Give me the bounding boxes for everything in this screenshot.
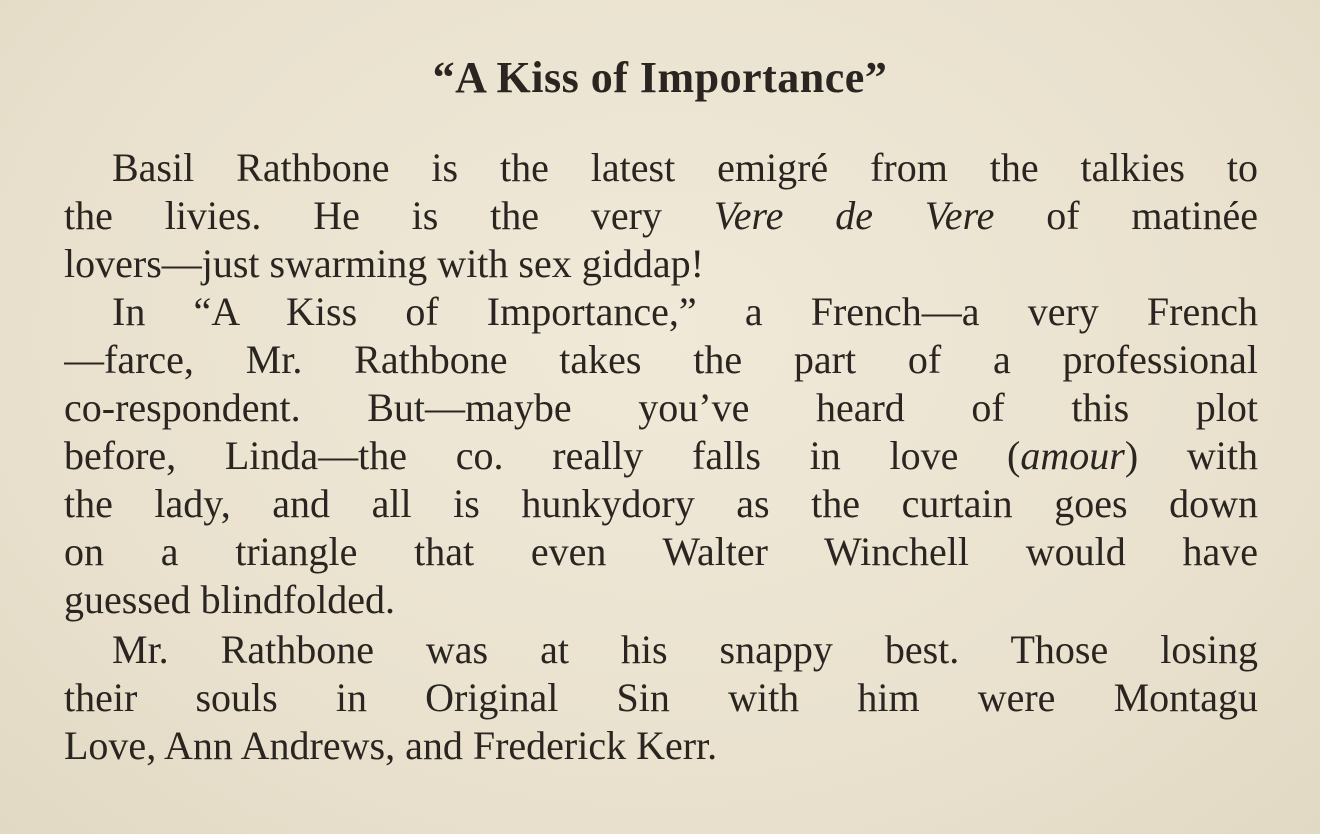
text-line-12: their souls in Original Sin with him were Montagu [64,675,1258,720]
italic-phrase: Vere de Vere [713,193,995,238]
text-segment: of matinée [994,193,1258,238]
text-line-4: In “A Kiss of Importance,” a French—a very French [112,289,1258,334]
text-line-6: co-respondent. But—maybe you’ve heard of this plot [64,385,1258,430]
text-line-11: Mr. Rathbone was at his snappy best. Those losing [112,627,1258,672]
text-segment: the livies. He is the very [64,193,714,238]
text-line-7 [64,432,1258,480]
text-line-8: the lady, and all is hunkydory as the curtain goes down [64,481,1258,526]
text-line-13: Love, Ann Andrews, and Frederick Kerr. [64,723,718,768]
article-title: “A Kiss of Importance” [432,53,888,102]
text-line-10: guessed blindfolded. [64,577,396,622]
italic-phrase: amour [1020,433,1125,478]
text-line-9: on a triangle that even Walter Winchell would have [64,529,1258,574]
text-line-2 [64,192,1258,240]
text-line-1: Basil Rathbone is the latest emigré from the talkies to [112,145,1258,190]
text-segment: ) with [1124,433,1258,478]
text-line-3: lovers—just swarming with sex giddap! [64,241,704,286]
text-segment: before, Linda—the co. really falls in love ( [64,433,1021,478]
text-line-5: —farce, Mr. Rathbone takes the part of a professional [64,337,1258,382]
